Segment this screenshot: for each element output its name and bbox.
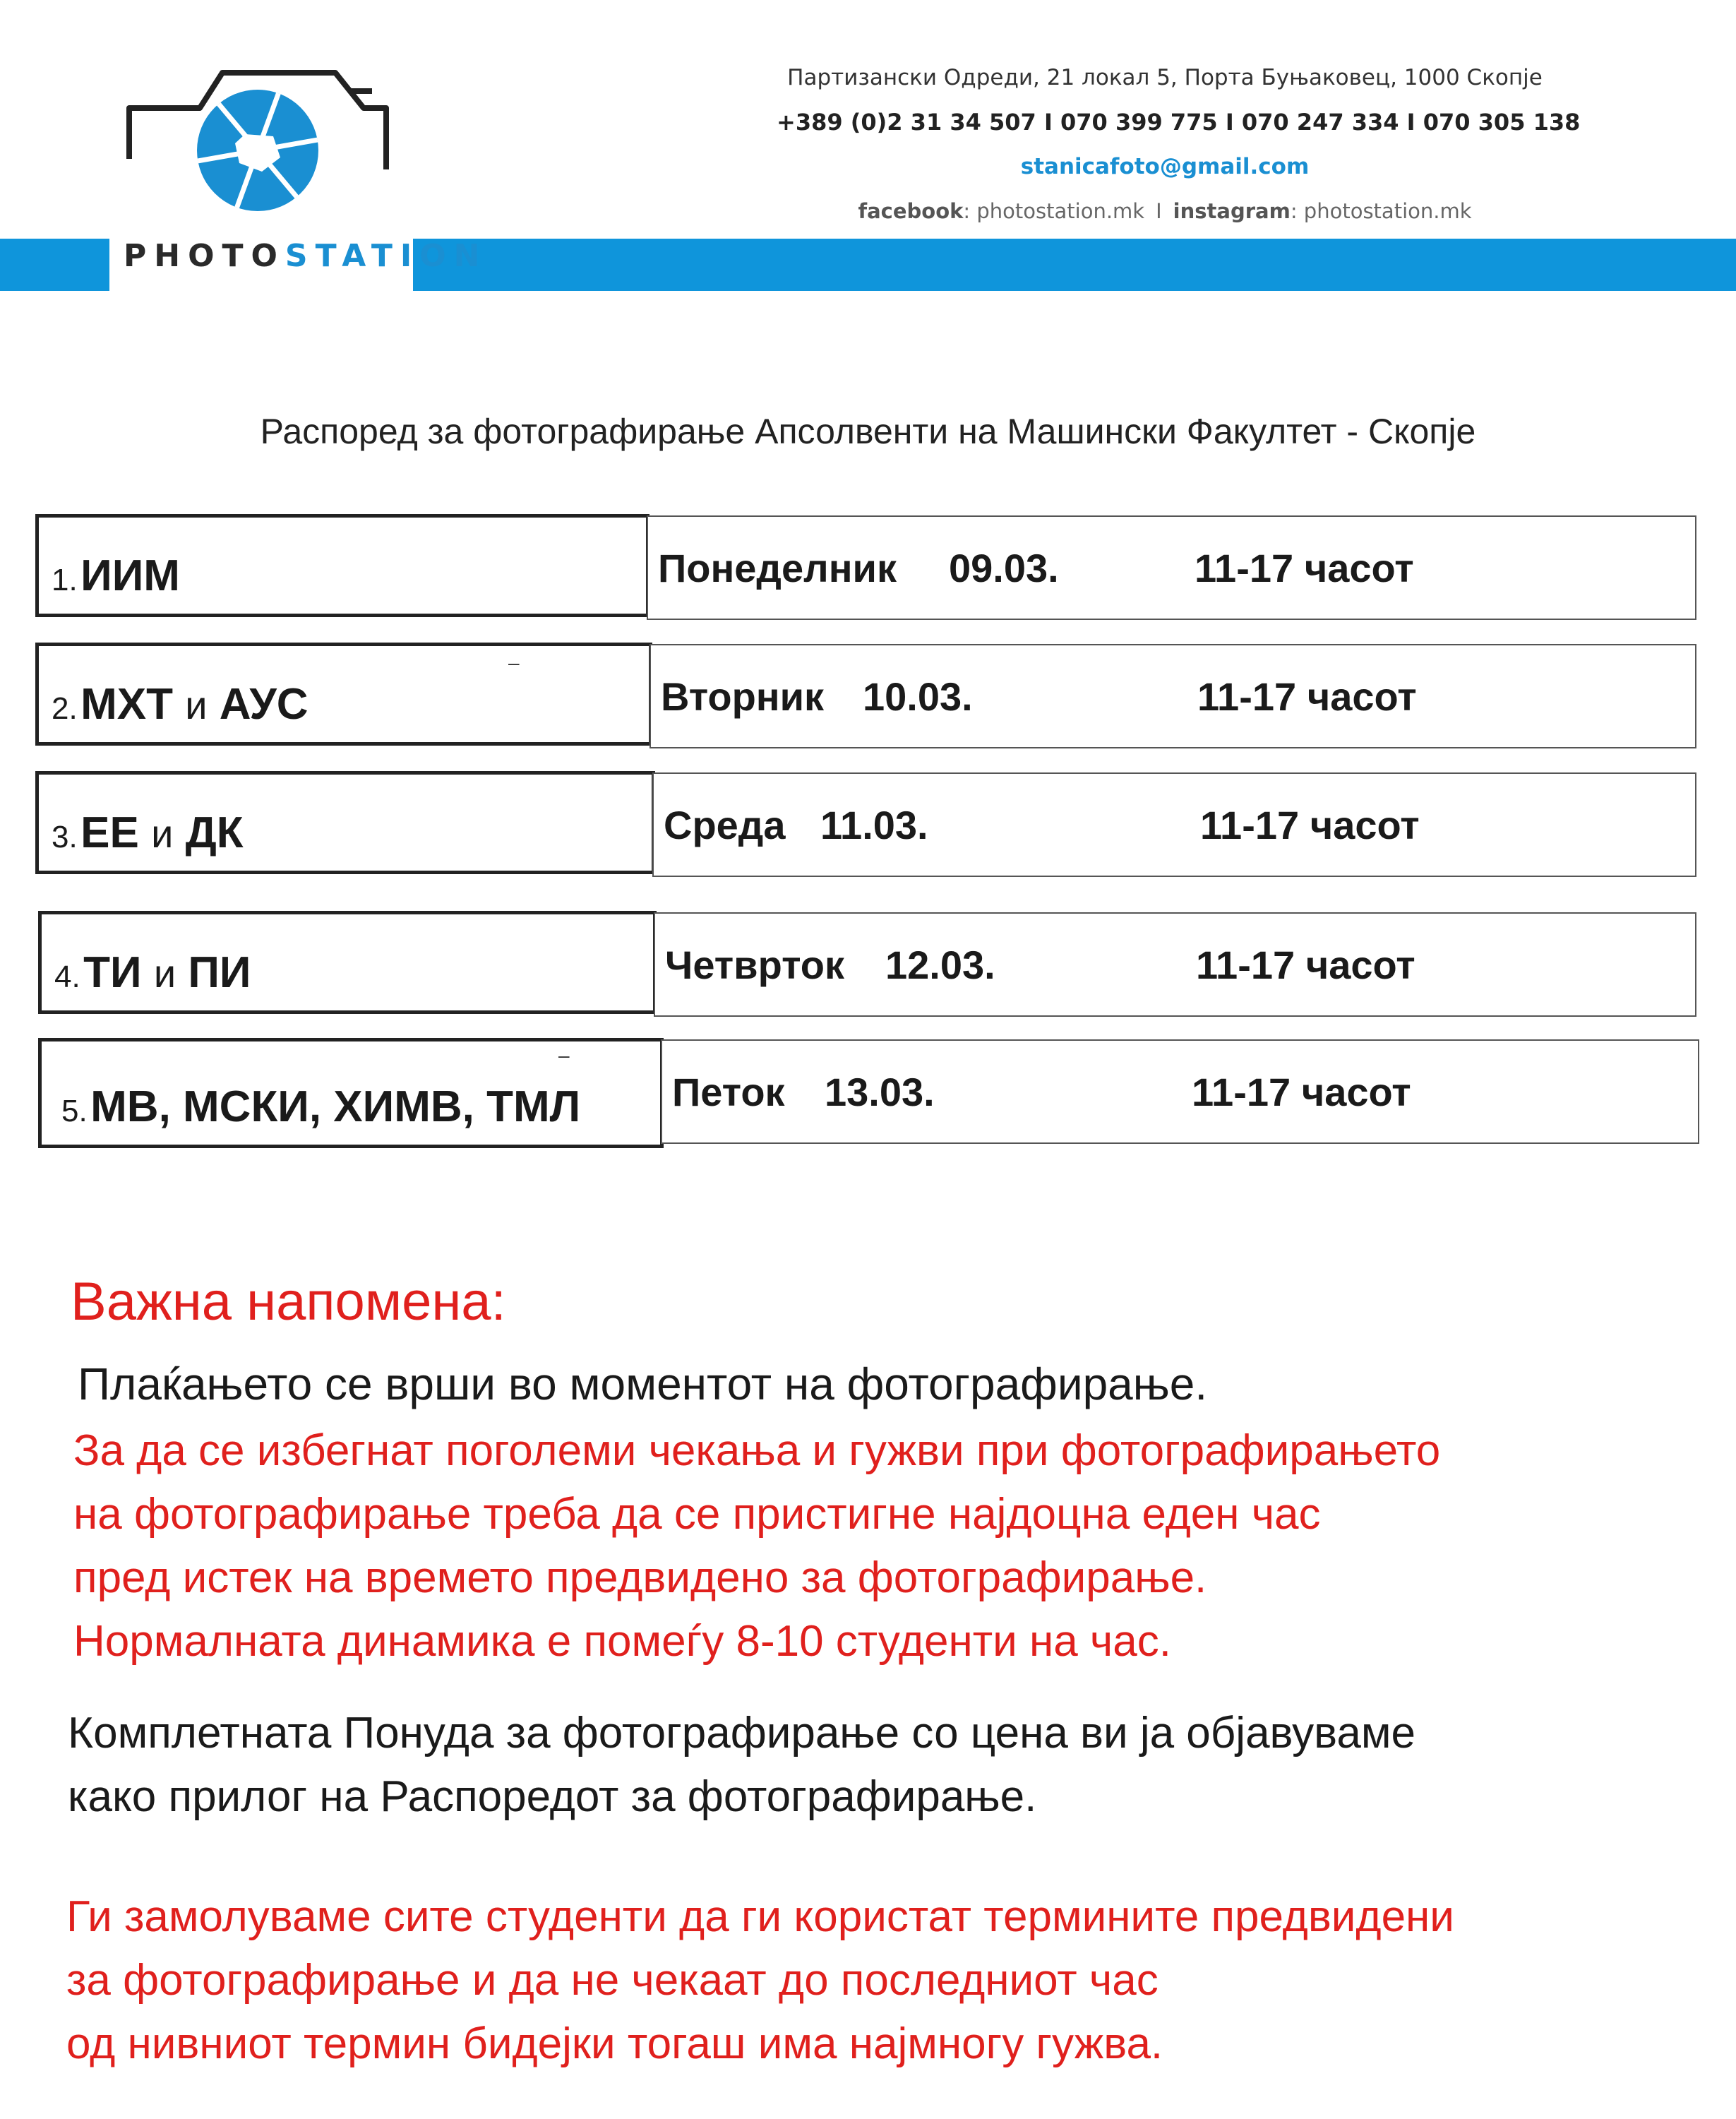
facebook-label: facebook [858,199,964,223]
group-name [80,680,308,729]
group-label [52,551,180,601]
advice-line: За да се избегнат поголеми чекања и гужви при фотографирањето [73,1426,1441,1475]
row-number: 3. [52,820,78,854]
schedule-cell [661,1039,1699,1144]
group-name-2: АУС [219,680,309,729]
payment-note: Плаќањето се врши во моментот на фотографирање. [78,1359,1208,1409]
schedule-row-1 [35,514,1696,621]
schedule-row-3 [35,771,1696,878]
group-name-1: МХТ [80,680,174,729]
phone-numbers: +389 (0)2 31 34 507 I 070 399 775 I 070 247 334 I 070 305 138 [777,109,1581,136]
schedule-row-2 [35,643,1696,750]
request-paragraph [66,1885,1454,2076]
schedule-time: 11-17 часот [1197,674,1417,719]
schedule-time: 11-17 часот [1195,546,1414,590]
email-link[interactable]: stanicafoto@gmail.com [1020,154,1310,179]
logo-word-photo: PHOTO [124,238,285,274]
schedule-row-4 [38,911,1696,1018]
decorative-dash: – [558,1044,570,1066]
group-label [52,808,244,858]
schedule-date: 13.03. [825,1070,935,1114]
social-links [777,199,1553,223]
schedule-date: 10.03. [863,674,973,719]
schedule-time: 11-17 часот [1200,803,1420,847]
group-name-2: ПИ [188,948,251,997]
schedule-time: 11-17 часот [1196,943,1415,987]
group-conjunction: и [185,683,208,727]
group-label [54,948,251,998]
advice-line: пред истек на времето предвидено за фотографирање. [73,1553,1207,1602]
address-text: Партизански Одреди, 21 локал 5, Порта Буњаковец, 1000 Скопје [787,65,1543,90]
important-note-heading: Важна напомена: [71,1272,506,1332]
advice-line: Нормалната динамика е помеѓу 8-10 студенти на час. [73,1617,1171,1666]
row-number: 2. [52,691,78,726]
contact-block [777,65,1581,223]
group-cell [35,514,649,617]
group-name [80,808,243,857]
request-line: од нивниот термин бидејки тогаш има најмногу гужва. [66,2019,1163,2068]
group-name-1: ЕЕ [80,808,139,857]
camera-aperture-icon [124,67,406,237]
group-cell [38,1038,664,1148]
offer-paragraph [68,1702,1415,1829]
group-cell [35,643,652,746]
group-name: ИИМ [80,551,180,600]
group-name-1: ТИ [83,948,142,997]
schedule-time: 11-17 часот [1192,1070,1411,1114]
photostation-logo [124,67,488,286]
schedule-row-5 [38,1038,1699,1145]
schedule-day: Петок [672,1070,785,1114]
group-name: МВ, МСКИ, ХИМВ, ТМЛ [90,1082,581,1131]
offer-line: како прилог на Распоредот за фотографирање. [68,1772,1037,1821]
logo-wordmark [124,238,488,274]
schedule-cell [654,912,1696,1017]
request-line: Ги замолуваме сите студенти да ги користат термините предвидени [66,1892,1454,1941]
logo-word-station: STATION [285,238,488,274]
group-name-2: ДК [185,808,244,857]
group-cell [35,771,655,874]
facebook-handle[interactable]: : photostation.mk [963,199,1145,223]
schedule-day: Вторник [661,674,825,719]
advice-paragraph [73,1419,1440,1673]
schedule-date: 11.03. [820,803,928,847]
row-number: 5. [61,1094,88,1128]
group-conjunction: и [153,951,176,996]
schedule-day: Четврток [665,943,844,987]
schedule-cell [649,644,1696,748]
request-line: за фотографирање и да не чекаат до последниот час [66,1956,1159,2005]
page-title: Распоред за фотографирање Апсолвенти на Машински Факултет - Скопје [260,412,1476,451]
group-label [52,679,309,729]
instagram-label: instagram [1173,199,1291,223]
group-label [61,1082,580,1132]
schedule-cell [652,772,1696,877]
group-conjunction: и [151,811,174,856]
group-name [83,948,251,997]
row-number: 4. [54,960,80,994]
row-number: 1. [52,563,78,597]
instagram-handle[interactable]: : photostation.mk [1290,199,1472,223]
social-separator: I [1156,199,1162,223]
schedule-day: Среда [664,803,786,847]
schedule-day: Понеделник [658,546,897,590]
schedule-date: 12.03. [885,943,995,987]
advice-line: на фотографирање треба да се пристигне најдоцна еден час [73,1490,1321,1539]
offer-line: Комплетната Понуда за фотографирање со цена ви ја објавуваме [68,1709,1415,1757]
decorative-dash: – [508,652,520,674]
schedule-cell [647,515,1696,620]
schedule-date: 09.03. [949,546,1059,590]
group-cell [38,911,657,1014]
